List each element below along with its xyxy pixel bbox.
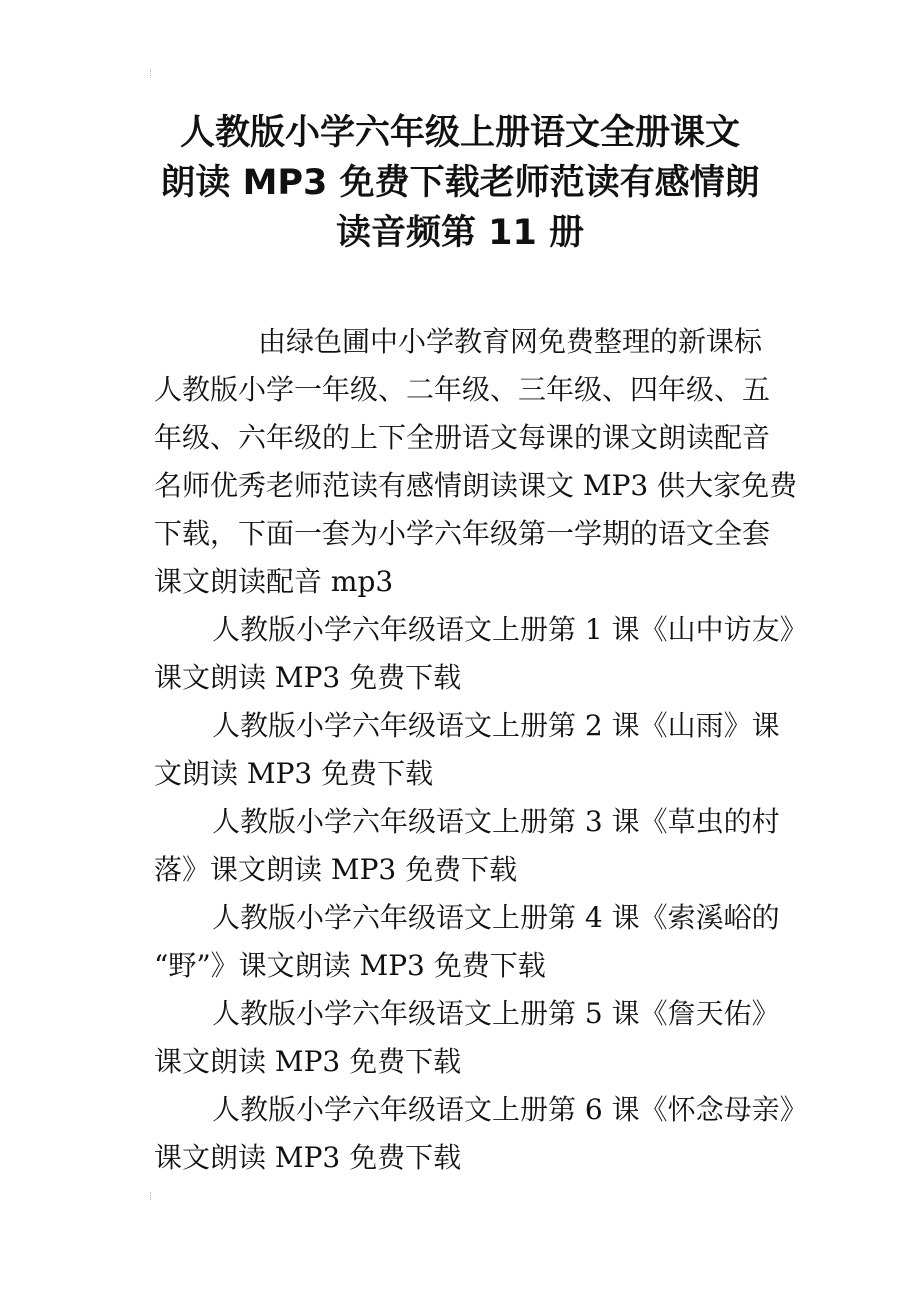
lesson-entry-line: 人教版小学六年级语文上册第 3 课《草虫的村 <box>212 805 780 838</box>
lesson-entry-line: “野”》课文朗读 MP3 免费下载 <box>154 949 546 982</box>
lesson-entry-line: 文朗读 MP3 免费下载 <box>154 757 434 790</box>
intro-line: 下载，下面一套为小学六年级第一学期的语文全套 <box>154 517 771 550</box>
lesson-entry-line: 落》课文朗读 MP3 免费下载 <box>154 853 518 886</box>
corner-mark-top <box>150 70 154 78</box>
corner-mark-bottom <box>150 1192 154 1200</box>
lesson-entry-line: 人教版小学六年级语文上册第 4 课《索溪峪的 <box>212 901 780 934</box>
intro-line: 由绿色圃中小学教育网免费整理的新课标 <box>258 325 763 358</box>
lesson-entry-line: 课文朗读 MP3 免费下载 <box>154 661 462 694</box>
lesson-entry <box>154 990 780 1086</box>
intro-paragraph <box>154 318 798 606</box>
lesson-entry-line: 人教版小学六年级语文上册第 5 课《詹天佑》 <box>212 997 780 1030</box>
title-line: 朗读 MP3 免费下载老师范读有感情朗 <box>160 163 760 203</box>
lesson-entry <box>154 798 780 894</box>
document-body <box>154 318 808 1182</box>
lesson-entry-line: 课文朗读 MP3 免费下载 <box>154 1141 462 1174</box>
lesson-entry-line: 人教版小学六年级语文上册第 6 课《怀念母亲》 <box>212 1093 808 1126</box>
intro-line: 年级、六年级的上下全册语文每课的课文朗读配音 <box>154 421 771 454</box>
lesson-entry <box>154 1086 808 1182</box>
intro-line: 名师优秀老师范读有感情朗读课文 MP3 供大家免费 <box>154 469 798 502</box>
lesson-entry <box>154 894 780 990</box>
lesson-entry-line: 课文朗读 MP3 免费下载 <box>154 1045 462 1078</box>
intro-line: 课文朗读配音 mp3 <box>154 565 394 598</box>
lesson-entry <box>154 606 808 702</box>
lesson-entry-line: 人教版小学六年级语文上册第 2 课《山雨》课 <box>212 709 780 742</box>
title-line: 读音频第 11 册 <box>335 213 585 253</box>
lesson-entry <box>154 702 780 798</box>
document-title <box>140 108 780 258</box>
lesson-entry-line: 人教版小学六年级语文上册第 1 课《山中访友》 <box>212 613 808 646</box>
title-line: 人教版小学六年级上册语文全册课文 <box>179 113 740 153</box>
intro-line: 人教版小学一年级、二年级、三年级、四年级、五 <box>154 373 771 406</box>
